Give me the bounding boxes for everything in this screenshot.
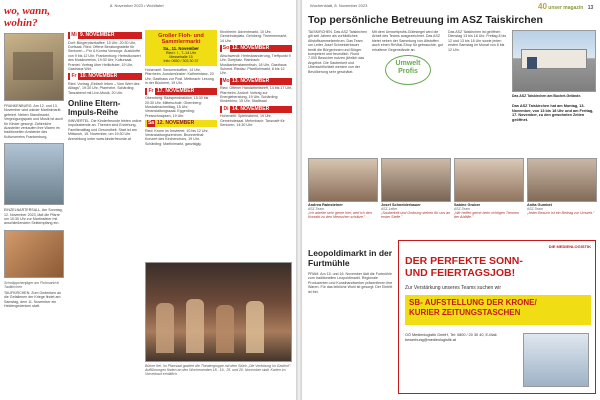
logo-40-icon: 40 bbox=[538, 2, 547, 11]
staff-quote: „Wir helfen gerne beim richtigen Trennen der Abfälle." bbox=[454, 211, 520, 220]
badge-line-1: Umwelt bbox=[395, 60, 421, 68]
staff-name: Sabine Gruber bbox=[454, 203, 481, 207]
staff-name: Josef Schneiderbauer bbox=[381, 203, 421, 207]
staff-role: ASZ-Leiter bbox=[381, 207, 398, 211]
staff-card bbox=[527, 158, 597, 215]
ad-contact: OÖ Medienlogistik GmbH, Tel: 0800 / 20 30 40, E-Mail: bewerbung@medienlogistik.at bbox=[405, 333, 498, 342]
asz-photo-caption: Das ASZ Taiskirchen am Buchet-Gelände. bbox=[512, 94, 582, 98]
sidebar-text-1: FRANKENBURG. Am 12. und 13. November wird wieder Martinimarkt gefeiert. Neben Standlmarkt, Vergnügungspark und Musik ist auch für Kinder gesorgt. Zahlreiche Aussteller verkaufen ihre Waren im traditionellen Ambiente des Kulturvereins Frankenburg. bbox=[4, 104, 63, 139]
staff-photo bbox=[308, 158, 378, 202]
events-text: Hohenzell: Spieleabend, 19 Uhr, Gemeindesaal. Mehrnbach: Tanzcafé für Senioren, 14:30 Uhr. bbox=[220, 114, 285, 128]
right-page bbox=[302, 0, 600, 400]
leopoldi-text: PRAM. Am 15. und 16. November lädt die Furtmühle zum traditionellen Leopoldimarkt. Regionale Produzenten und Kunsthandwerker präsentieren ihre Waren. Für das leibliche Wohl ist gesorgt. Der Eintritt ist frei. bbox=[308, 272, 393, 294]
article-col-3: Das ASZ Taiskirchen ist geöffnet: Dienstag 13 bis 18 Uhr, Freitag 8 bis 12 und 13 bis 18 Uhr sowie jeden ersten Samstag im Monat von 8 bis 12 Uhr. bbox=[448, 30, 507, 52]
page-number: 13 bbox=[587, 5, 594, 11]
article-col-1: TAISKIRCHEN. Das ASZ Taiskirchen gilt seit Jahren als vorbildliches Altstoffsammelzentrum. Das Team um Leiter Josef Schneiderbauer berät die Bürgerinnen und Bürger kompetent und freundlich. Rund 7.000 Besucher nutzen jährlich das Angebot. Die Sauberkeit und Übersichtlichkeit werden von der Bevölkerung sehr geschätzt. bbox=[308, 30, 367, 74]
events-column-4 bbox=[220, 30, 292, 260]
staff-photo bbox=[381, 158, 451, 202]
day-header-14-nov: Di 14. NOVEMBER bbox=[220, 106, 292, 113]
leopoldi-title: Leopoldimarkt in der Furtmühle bbox=[308, 248, 393, 268]
events-column-3 bbox=[145, 30, 217, 260]
ad-photo bbox=[523, 333, 589, 387]
events-text: Ried: Offener Handarbeitstreff, 14 bis 17 Uhr, Pfarrheim. Andorf: Vortrag zur Energieberatung, 19 Uhr. Schärding: Kinderkino, 15 Uhr, Stadtsaal. bbox=[220, 86, 292, 104]
sidebar-text-3: TAUFKIRCHEN. Zum Gedenken an die Gefallenen der Kriege findet am Samstag, dem 11. November ein Heldengedenken statt. bbox=[4, 291, 62, 309]
asz-opening-highlight: Das ASZ Taiskirchen hat am Montag, 13. November, von 13 bis 18 Uhr und am Freitag, 17. November, zu den gewohnten Zeiten geöffnet. bbox=[512, 104, 594, 122]
flea-market-title: Großer Floh- und Sammlermarkt bbox=[158, 33, 204, 45]
staff-role: ASZ-Team bbox=[527, 207, 544, 211]
ad-sub: Zur Verstärkung unseres Teams suchen wir bbox=[405, 285, 502, 291]
flea-market-place: Ried i. I., 7–14 Uhr bbox=[166, 51, 196, 55]
left-page-header: 8. November 2023 • Wohlfahrt bbox=[110, 3, 164, 8]
staff-name: Anita Gumbet bbox=[527, 203, 552, 207]
right-page-header: Wochenblatt, 8. November 2023 bbox=[310, 3, 368, 8]
staff-quote: „Ich arbeite sehr gerne hier, weil ich den Kontakt zu den Menschen schätze." bbox=[308, 211, 372, 220]
staff-quote: „Sauberkeit und Ordnung stehen für uns an erster Stelle." bbox=[381, 211, 451, 220]
sidebar-photo-market bbox=[4, 33, 64, 101]
ad-highlight-1: SB- AUFSTELLUNG DER KRONE/ bbox=[409, 298, 537, 307]
events-text: Dorf: Bürgerpfarrkaffee, 15 Uhr; 20:30 Uhr, Dorfsaal. Ried: Offene Beratungsstelle für Senioren – Pro & Kontra Vorsorge. Auskünfte von 9 bis 12 Uhr. Frankenburg: Herbstkonzert des Musikvereins, 19:30 Uhr, Kultursaal. Pramet: Vortrag über Heilkräuter, 19 Uhr, Gasthaus Wirt. bbox=[68, 40, 141, 71]
sidebar-headline-2: wohin? bbox=[4, 17, 38, 29]
sidebar-photo-church bbox=[4, 143, 64, 205]
events-text: Hohenzell: Seniorenkaffee, 14 Uhr, Pfarrheim. Aurolzmünster: Kathreintanz, 20 Uhr, Gasthaus zur Post. Mettmach: Lesung in der Bücherei, 19 Uhr. bbox=[145, 68, 214, 86]
events-text: Ried: Vortrag „Einfach leben – Vom Wert des Alltags", 19:30 Uhr, Pfarrheim. Schärding: Tanzabend mit Live-Musik, 20 Uhr. bbox=[68, 81, 140, 95]
staff-card bbox=[454, 158, 524, 220]
badge-line-2: Profis bbox=[398, 68, 418, 76]
ad-highlight-box bbox=[405, 295, 591, 325]
staff-photo bbox=[527, 158, 597, 202]
events-text: Ried: Krone im Innviertel, 10 bis 12 Uhr, Veranstaltungszentrum. Brunnenthal: Konzert des Kirchenchors, 19 Uhr. Schärding: Martinimarkt, ganztägig. bbox=[145, 128, 209, 146]
day-header-12-nov-so: So 12. NOVEMBER bbox=[220, 45, 292, 52]
day-header-13-nov: Mo 13. NOVEMBER bbox=[220, 78, 292, 85]
ad-headline-2: UND FEIERTAGSJOB! bbox=[405, 267, 516, 279]
day-header-9-nov: Mi 9. NOVEMBER bbox=[68, 32, 142, 39]
ad-highlight-2: KURIER ZEITUNGSTASCHEN bbox=[409, 308, 521, 317]
article-title: Top persönliche Betreuung im ASZ Taiskirchen bbox=[308, 14, 543, 26]
events-text: Altschwendt: Herbstwanderung, Treffpunkt 9 Uhr, Dorfplatz. Rainbach: Musikantenstammtisch, 18 Uhr, Gasthaus Schmid. Riedau: Pfarrflohmarkt, 8 bis 12 Uhr. bbox=[220, 53, 291, 76]
staff-name: Andrea Rainsteiner bbox=[308, 203, 343, 207]
staff-row bbox=[308, 158, 598, 236]
day-header-12-nov: Sa 12. NOVEMBER bbox=[145, 120, 217, 127]
sidebar-headline-1: wo, wann, bbox=[4, 6, 51, 17]
staff-role: ASZ-Team bbox=[454, 207, 471, 211]
eltern-impuls-title: Online Eltern-Impuls-Reihe bbox=[68, 99, 121, 118]
job-ad bbox=[398, 240, 596, 394]
theater-caption: Bühne frei. Im Pfarrsaal gastiert die Theatergruppe mit dem Stück „Die Verlobung im Gasthof". Aufführungen finden an den Wochenenden 18., 19., 25. und 26. November statt. Karten im Vorverkauf erhältlich. bbox=[145, 364, 292, 377]
events-text: Obernberg: Blutspendeaktion, 15:30 bis 20:30 Uhr, Mittelschule. Obernberg: Musicalnachmittag, 15 Uhr, Veranstaltungssaal. Eggerding: Preisschnapsen, 19 Uhr. bbox=[145, 96, 209, 118]
flea-market-info: Info: 0650 / 303 30 37 bbox=[163, 59, 199, 63]
day-header-17-nov: Fr 17. NOVEMBER bbox=[145, 88, 217, 95]
magazine-logo: 40 unser magazin 13 bbox=[538, 2, 594, 11]
theater-photo bbox=[145, 262, 292, 362]
medienlogistik-logo: DIE MEDIENLOGISTIK bbox=[548, 244, 591, 249]
sidebar-photo-caption: Schnäppchenjäger am Flohmarkt in Taufkirchen bbox=[4, 280, 60, 289]
asz-building-photo bbox=[512, 30, 596, 92]
staff-role: ASZ-Team bbox=[308, 207, 325, 211]
left-sidebar bbox=[4, 6, 64, 396]
ad-headline-1: DER PERFEKTE SONN- bbox=[405, 255, 523, 267]
article-col-2 bbox=[372, 30, 444, 150]
staff-card bbox=[308, 158, 378, 220]
sidebar-text-2: EINZELNARTERSALL. Am Sonntag, 12. November 2023, lädt die Pfarre um 10:30 Uhr zur Martinsfeier mit anschließendem Sektempfang ein. bbox=[4, 208, 63, 226]
staff-card bbox=[381, 158, 451, 220]
eltern-impuls-text: INNVIERTEL. Die Kinderfreunde bieten online Impulsabende an. Themen sind Erziehung, Familienalltag und Gesundheit. Start ist am Mittwoch, 15. November, um 19:30 Uhr. Anmeldung unter www.kinderfreunde.at bbox=[68, 119, 142, 141]
umweltprofis-badge bbox=[385, 55, 431, 85]
day-header-10-nov: Fr 10. NOVEMBER bbox=[68, 73, 142, 80]
flea-market-sub: Messehalle 15 bbox=[169, 55, 193, 59]
staff-quote: „Jeder Besuch ist ein Beitrag zur Umwelt." bbox=[527, 211, 595, 215]
staff-photo bbox=[454, 158, 524, 202]
flea-market-box bbox=[145, 30, 217, 66]
events-text: Kirchheim: Adventmarkt, 10 Uhr, Gemeindeplatz. Geinberg: Thermenmarkt, 14 Uhr. bbox=[220, 30, 288, 43]
flea-market-date: Sa., 11. November bbox=[163, 46, 199, 51]
sidebar-photo-flea bbox=[4, 230, 64, 278]
left-page bbox=[0, 0, 296, 400]
events-column-2 bbox=[68, 30, 142, 392]
article-col-2-text: Mit dem Umweltprofis-Gütesiegel wird die Arbeit des Teams ausgezeichnet. Das ASZ bietet neben der Sammlung von Altstoffen auch einen ReVital-Shop für gebrauchte, gut erhaltene Gegenstände an. bbox=[372, 30, 443, 52]
